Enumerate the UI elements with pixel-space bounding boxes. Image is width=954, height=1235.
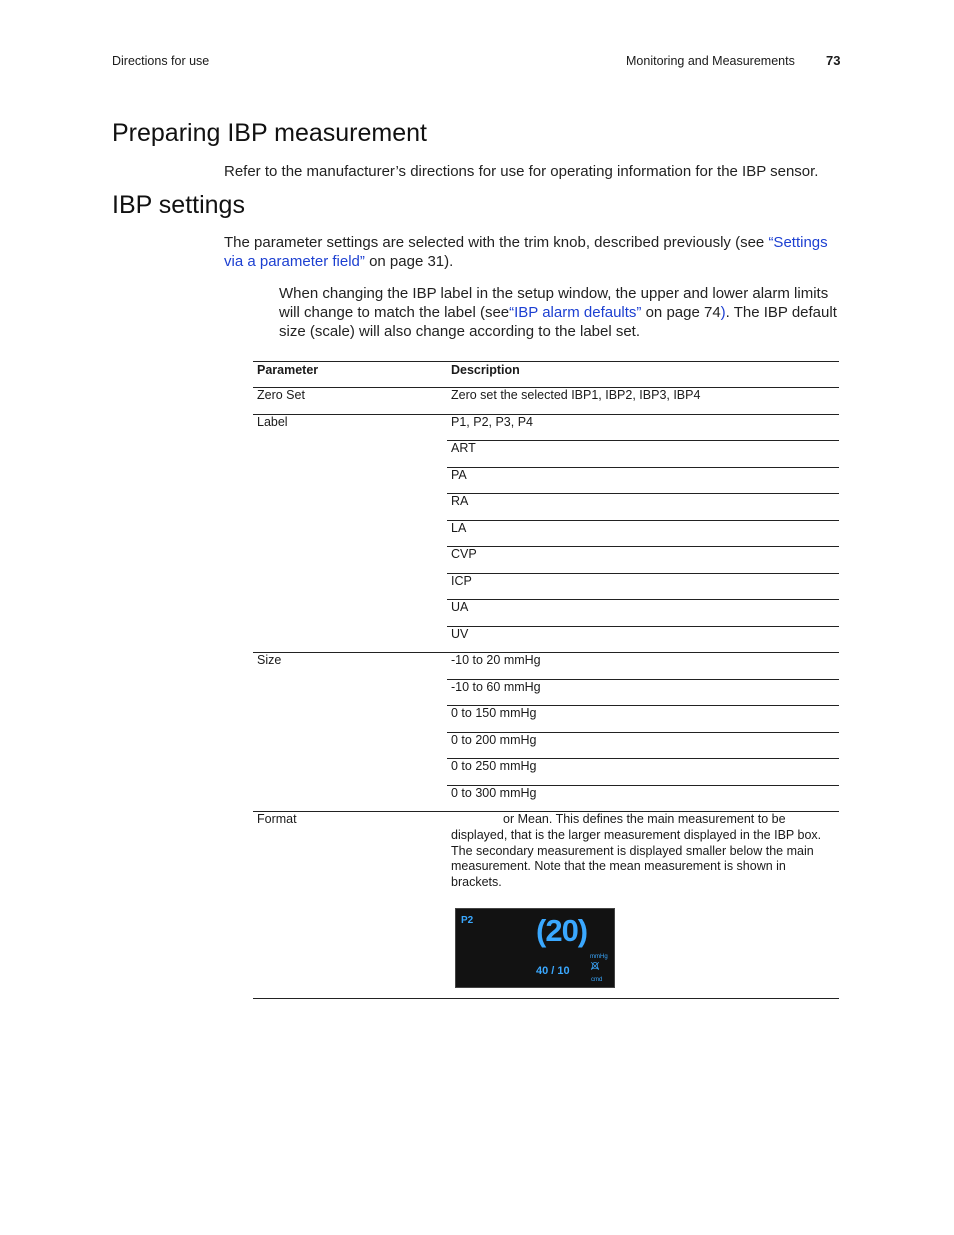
format-desc-rest: displayed, that is the larger measurement displayed in the IBP box. The secondary measurement is displayed smaller below the main measurement. Note that the mean measurement is shown in brackets.: [451, 827, 822, 890]
ibp-footer: cmd: [591, 976, 603, 983]
intro-text-before: The parameter settings are selected with the trim knob, described previously (see: [224, 234, 769, 251]
label-option: RA: [447, 494, 839, 521]
size-option: -10 to 60 mmHg: [447, 679, 839, 706]
label-option: ART: [447, 441, 839, 468]
label-option: LA: [447, 520, 839, 547]
size-option: 0 to 150 mmHg: [447, 706, 839, 733]
page-number: 73: [826, 53, 841, 68]
label-option: UA: [447, 600, 839, 627]
header-description: Description: [447, 362, 839, 388]
size-option: -10 to 20 mmHg: [447, 653, 839, 680]
ibp-label: P2: [461, 914, 474, 926]
note-text-before: When changing the IBP label in the setup window, the upper and lower alarm limits will change to match the label (see: [279, 285, 829, 321]
ibp-mean-value: (20): [536, 912, 588, 948]
header-left: Directions for use: [112, 54, 210, 68]
label-option: UV: [447, 626, 839, 653]
param-format: Format: [253, 812, 447, 999]
section-title-preparing: Preparing IBP measurement: [112, 119, 427, 147]
label-option: P1, P2, P3, P4: [447, 414, 839, 441]
param-label: Label: [253, 414, 447, 653]
section-title-settings: IBP settings: [112, 191, 245, 219]
label-option: PA: [447, 467, 839, 494]
label-option: CVP: [447, 547, 839, 574]
note-text-after: . The IBP default size (scale) will also change according to the label set.: [279, 304, 837, 340]
desc-format: [447, 812, 839, 999]
settings-note: [279, 284, 849, 341]
settings-link[interactable]: “Settings via a parameter field”: [224, 234, 828, 270]
ibp-display-image: [455, 908, 615, 988]
settings-intro: [224, 233, 834, 271]
ibp-unit: mmHg: [590, 953, 608, 960]
param-zero-set: Zero Set: [257, 388, 305, 402]
label-option: ICP: [447, 573, 839, 600]
note-text-mid: on page 74: [641, 304, 721, 321]
table-row-format: [253, 812, 839, 999]
table-row: [253, 653, 839, 680]
table-row: [253, 414, 839, 441]
table-header-row: [253, 362, 839, 388]
ibp-sys-dia-value: 40 / 10: [536, 964, 570, 977]
table-row-zero-set: [253, 388, 839, 415]
size-option: 0 to 300 mmHg: [447, 785, 839, 812]
desc-zero-set: Zero set the selected IBP1, IBP2, IBP3, IBP4: [451, 388, 701, 402]
note-link-paren: ): [720, 304, 726, 321]
alarm-defaults-link[interactable]: “IBP alarm defaults”: [509, 304, 642, 321]
size-option: 0 to 200 mmHg: [447, 732, 839, 759]
header-right: Monitoring and Measurements: [626, 54, 795, 68]
preparing-body: Refer to the manufacturer’s directions for use for operating information for the IBP sensor.: [224, 163, 819, 180]
intro-text-after: on page 31).: [364, 253, 454, 270]
param-size: Size: [253, 653, 447, 812]
ibp-parameter-table: [253, 361, 839, 999]
header-parameter: Parameter: [253, 362, 447, 388]
format-desc-first: or Mean. This defines the main measurement to be: [503, 812, 786, 826]
size-option: 0 to 250 mmHg: [447, 759, 839, 786]
